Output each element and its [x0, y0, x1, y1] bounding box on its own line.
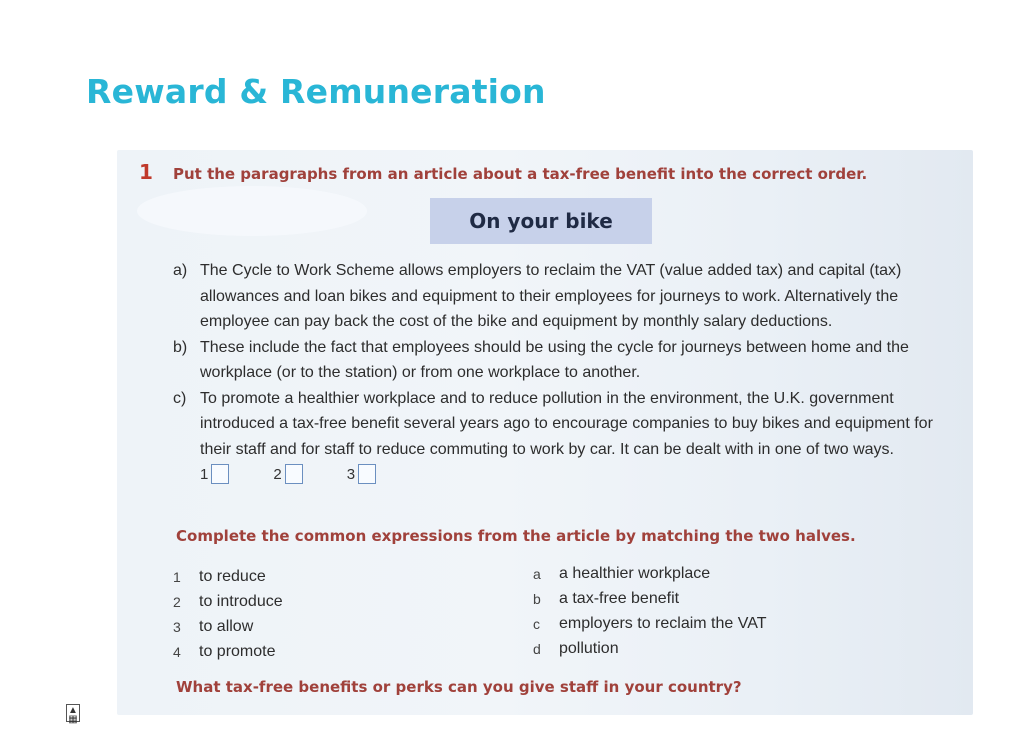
exercise-1-header: [139, 160, 867, 184]
match-right-item: [533, 561, 766, 586]
answer-box-1[interactable]: [200, 464, 229, 484]
paragraph-letter: b): [173, 338, 188, 356]
match-letter: d: [533, 640, 541, 657]
match-left-item: [173, 589, 283, 614]
answer-box-label: 3: [346, 465, 356, 483]
match-right-item: [533, 636, 766, 661]
match-number: 3: [173, 618, 181, 635]
paragraph-b: [173, 335, 943, 386]
exercise-1-instruction: Put the paragraphs from an article about a tax-free benefit into the correct order.: [173, 165, 868, 183]
match-left-item: [173, 639, 283, 664]
match-right-item: [533, 611, 766, 636]
paragraph-letter: a): [173, 262, 188, 279]
paragraph-c: [173, 386, 943, 463]
match-left-item: [173, 614, 283, 639]
answer-box-input[interactable]: [285, 464, 303, 484]
logo-icon: ▲ ▦: [66, 704, 80, 722]
match-text: a healthier workplace: [559, 564, 711, 582]
paragraph-text: These include the fact that employees should be using the cycle for journeys between home and the workplace (or to the station) or from one workplace to another.: [200, 338, 909, 381]
match-text: employers to reclaim the VAT: [559, 614, 767, 632]
page-title: Reward & Remuneration: [86, 72, 546, 111]
paragraph-letter: c): [173, 389, 187, 407]
match-left-item: [173, 564, 283, 589]
match-text: pollution: [559, 639, 619, 657]
answer-boxes: [200, 464, 943, 484]
paragraph-a: [173, 258, 943, 335]
matching-left-column: [173, 564, 283, 664]
article-title: On your bike: [469, 209, 613, 233]
match-text: to introduce: [199, 592, 283, 610]
match-text: to reduce: [199, 567, 266, 585]
match-number: 4: [173, 643, 181, 660]
match-letter: a: [533, 565, 541, 582]
match-letter: b: [533, 590, 541, 607]
match-text: a tax-free benefit: [559, 589, 680, 607]
article-title-banner: [430, 198, 652, 244]
discussion-question: What tax-free benefits or perks can you give staff in your country?: [176, 678, 742, 696]
exercise-2-instruction: Complete the common expressions from the article by matching the two halves.: [176, 527, 856, 545]
answer-box-label: 1: [200, 465, 209, 483]
match-number: 1: [173, 568, 181, 585]
match-text: to allow: [199, 617, 254, 635]
answer-box-2[interactable]: [273, 464, 302, 484]
match-right-item: [533, 586, 766, 611]
answer-box-input[interactable]: [211, 464, 229, 484]
match-number: 2: [173, 593, 181, 610]
article-paragraphs: [173, 258, 943, 484]
answer-box-input[interactable]: [358, 464, 376, 484]
paragraph-text: To promote a healthier workplace and to reduce pollution in the environment, the U.K. government introduced a tax-free benefit several years ago to encourage companies to buy bikes and equipment for their staff and for staff to reduce commuting to work by car. It can be dealt with in one of two ways.: [200, 389, 933, 458]
matching-right-column: [533, 561, 766, 661]
match-text: to promote: [199, 642, 276, 660]
faded-speech-bubble: [137, 186, 367, 236]
exercise-number: 1: [139, 160, 153, 184]
answer-box-3[interactable]: [347, 464, 376, 484]
paragraph-text: The Cycle to Work Scheme allows employers to reclaim the VAT (value added tax) and capital (tax) allowances and loan bikes and equipment to their employees for journeys to work. Alternatively the employee can pay back the cost of the bike and equipment by monthly salary deductions.: [200, 262, 902, 330]
textbook-scan: [117, 150, 973, 715]
answer-box-label: 2: [273, 465, 282, 483]
match-letter: c: [533, 615, 540, 632]
